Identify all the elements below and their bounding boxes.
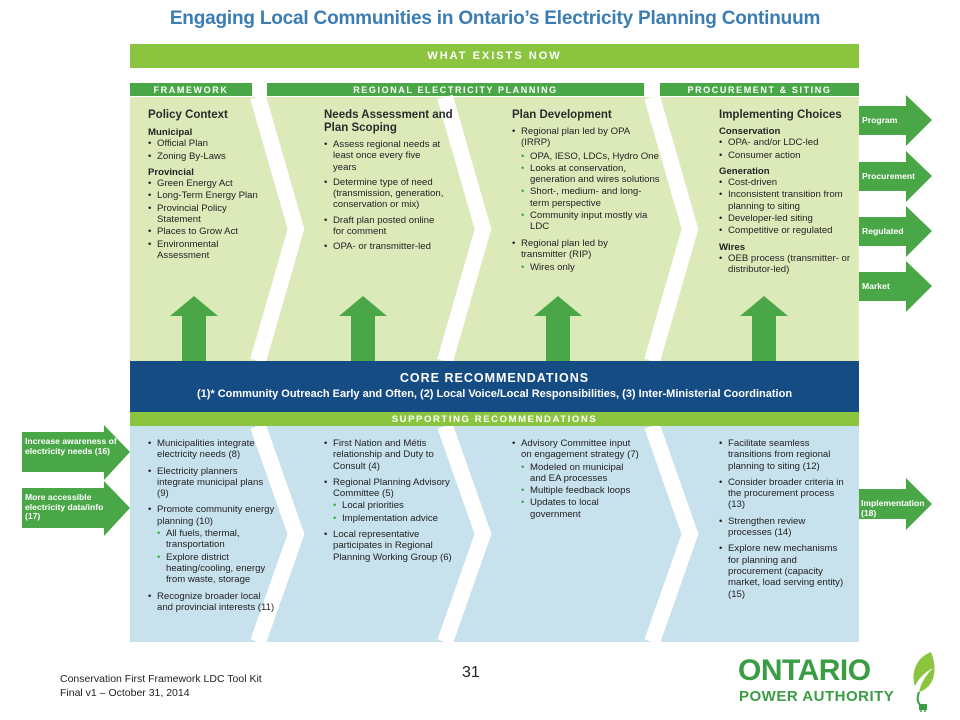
list-item: • Implementation advice xyxy=(333,513,452,524)
list-item: • Zoning By-Laws xyxy=(148,151,268,162)
leaf-plug-icon xyxy=(905,648,945,712)
list-item: • Official Plan xyxy=(148,138,268,149)
awareness-arrow-label: Increase awareness of electricity needs (16) xyxy=(25,436,117,456)
list-item: • OEB process (transmitter- or distributor-led) xyxy=(719,253,855,276)
list-item: • Explore district heating/cooling, energy from waste, storage xyxy=(157,552,276,586)
core-recommendations-bar xyxy=(130,361,859,412)
list-item: • Facilitate seamless transitions from regional planning to siting (12) xyxy=(719,438,851,472)
list-item: • Inconsistent transition from planning to siting xyxy=(719,189,855,212)
data-access-arrow-label: More accessible electricity data/info (17) xyxy=(25,492,104,522)
procurement-siting-header: PROCUREMENT & SITING xyxy=(660,83,859,96)
plan-development-title: Plan Development xyxy=(512,109,612,121)
policy-context-title: Policy Context xyxy=(148,109,228,121)
core-recommendations-text: (1)* Community Outreach Early and Often, (2) Local Voice/Local Responsibilities, (3) Inter-Ministerial Coordination xyxy=(196,388,793,400)
supporting-column-3 xyxy=(512,438,640,521)
market-arrow-label: Market xyxy=(862,281,890,291)
list-item: • Regional plan led by transmitter (RIP) xyxy=(512,238,668,261)
page-number: 31 xyxy=(462,664,480,681)
implementing-choices-title: Implementing Choices xyxy=(719,109,842,121)
wires-heading: Wires xyxy=(719,241,746,253)
list-item: • Environmental Assessment xyxy=(148,239,268,262)
list-item: • Municipalities integrate electricity needs (8) xyxy=(148,438,276,461)
supporting-column-2 xyxy=(324,438,452,567)
list-item: • Wires only xyxy=(521,262,668,273)
needs-assessment-title: Needs Assessment and Plan Scoping xyxy=(324,109,453,134)
supporting-column-4 xyxy=(719,438,851,604)
supporting-column-1 xyxy=(148,438,276,617)
list-item: • Looks at conservation, generation and wires solutions xyxy=(521,163,668,186)
list-item: • Strengthen review processes (14) xyxy=(719,516,851,539)
list-item: • Determine type of need (transmission, generation, conservation or mix) xyxy=(324,177,454,211)
list-item: • Electricity planners integrate municipal plans (9) xyxy=(148,466,276,500)
up-arrow-4 xyxy=(740,296,788,361)
page-title: Engaging Local Communities in Ontario’s Electricity Planning Continuum xyxy=(169,8,821,29)
list-item: • Consumer action xyxy=(719,150,855,161)
list-item: • Regional plan led by OPA (IRRP) xyxy=(512,126,668,149)
list-item: • Promote community energy planning (10) xyxy=(148,504,276,527)
list-item: • Places to Grow Act xyxy=(148,226,268,237)
list-item: • OPA- or transmitter-led xyxy=(324,241,454,252)
list-item: • Cost-driven xyxy=(719,177,855,188)
regulated-arrow-label: Regulated xyxy=(862,226,904,236)
what-exists-now-bar: WHAT EXISTS NOW xyxy=(130,44,859,68)
list-item: • Competitive or regulated xyxy=(719,225,855,236)
list-item: • Community input mostly via LDC xyxy=(521,210,668,233)
list-item: • Regional Planning Advisory Committee (5) xyxy=(324,477,452,500)
list-item: • Recognize broader local and provincial interests (11) xyxy=(148,591,276,614)
policy-context-column xyxy=(148,109,268,262)
lower-divider-3 xyxy=(652,426,690,642)
list-item: • Modeled on municipal and EA processes xyxy=(521,462,640,485)
framework-header: FRAMEWORK xyxy=(130,83,252,96)
footer-text xyxy=(60,672,262,700)
ontario-power-authority-logo xyxy=(735,648,945,712)
generation-heading: Generation xyxy=(719,165,770,177)
list-item: • Multiple feedback loops xyxy=(521,485,640,496)
supporting-recommendations-bar: SUPPORTING RECOMMENDATIONS xyxy=(130,412,859,426)
footer-line-2: Final v1 – October 31, 2014 xyxy=(60,687,190,699)
list-item: • All fuels, thermal, transportation xyxy=(157,528,276,551)
list-item: • Local representative participates in Regional Planning Working Group (6) xyxy=(324,529,452,563)
list-item: • Explore new mechanisms for planning and procurement (capacity market, load serving entity) (15) xyxy=(719,543,851,599)
list-item: • Short-, medium- and long-term perspective xyxy=(521,186,668,209)
regional-planning-header: REGIONAL ELECTRICITY PLANNING xyxy=(267,83,644,96)
core-recommendations-title: CORE RECOMMENDATIONS xyxy=(399,371,590,385)
procurement-arrow-label: Procurement xyxy=(862,171,916,181)
list-item: • OPA- and/or LDC-led xyxy=(719,137,855,148)
up-arrow-2 xyxy=(339,296,387,361)
implementation-arrow-label: Implementation (18) xyxy=(861,498,925,518)
list-item: • Long-Term Energy Plan xyxy=(148,190,268,201)
program-arrow-label: Program xyxy=(862,115,898,125)
logo-line-2: POWER AUTHORITY xyxy=(739,688,895,705)
list-item: • Provincial Policy Statement xyxy=(148,203,268,226)
list-item: • Draft plan posted online for comment xyxy=(324,215,454,238)
list-item: • OPA, IESO, LDCs, Hydro One xyxy=(521,151,668,162)
municipal-heading: Municipal xyxy=(148,127,193,138)
list-item: • Assess regional needs at least once every five years xyxy=(324,139,454,173)
list-item: • Local priorities xyxy=(333,500,452,511)
plan-development-column xyxy=(512,109,668,275)
implementing-choices-column xyxy=(719,109,855,280)
conservation-heading: Conservation xyxy=(719,126,781,137)
up-arrow-3 xyxy=(534,296,582,361)
footer-line-1: Conservation First Framework LDC Tool Kit xyxy=(60,673,262,685)
list-item: • Green Energy Act xyxy=(148,178,268,189)
list-item: • Advisory Committee input on engagement strategy (7) xyxy=(512,438,640,461)
list-item: • Updates to local government xyxy=(521,497,640,520)
list-item: • Developer-led siting xyxy=(719,213,855,224)
logo-line-1: ONTARIO xyxy=(738,654,871,687)
provincial-heading: Provincial xyxy=(148,166,194,178)
list-item: • Consider broader criteria in the procurement process (13) xyxy=(719,477,851,511)
needs-assessment-column xyxy=(324,109,454,257)
list-item: • First Nation and Métis relationship and Duty to Consult (4) xyxy=(324,438,452,472)
